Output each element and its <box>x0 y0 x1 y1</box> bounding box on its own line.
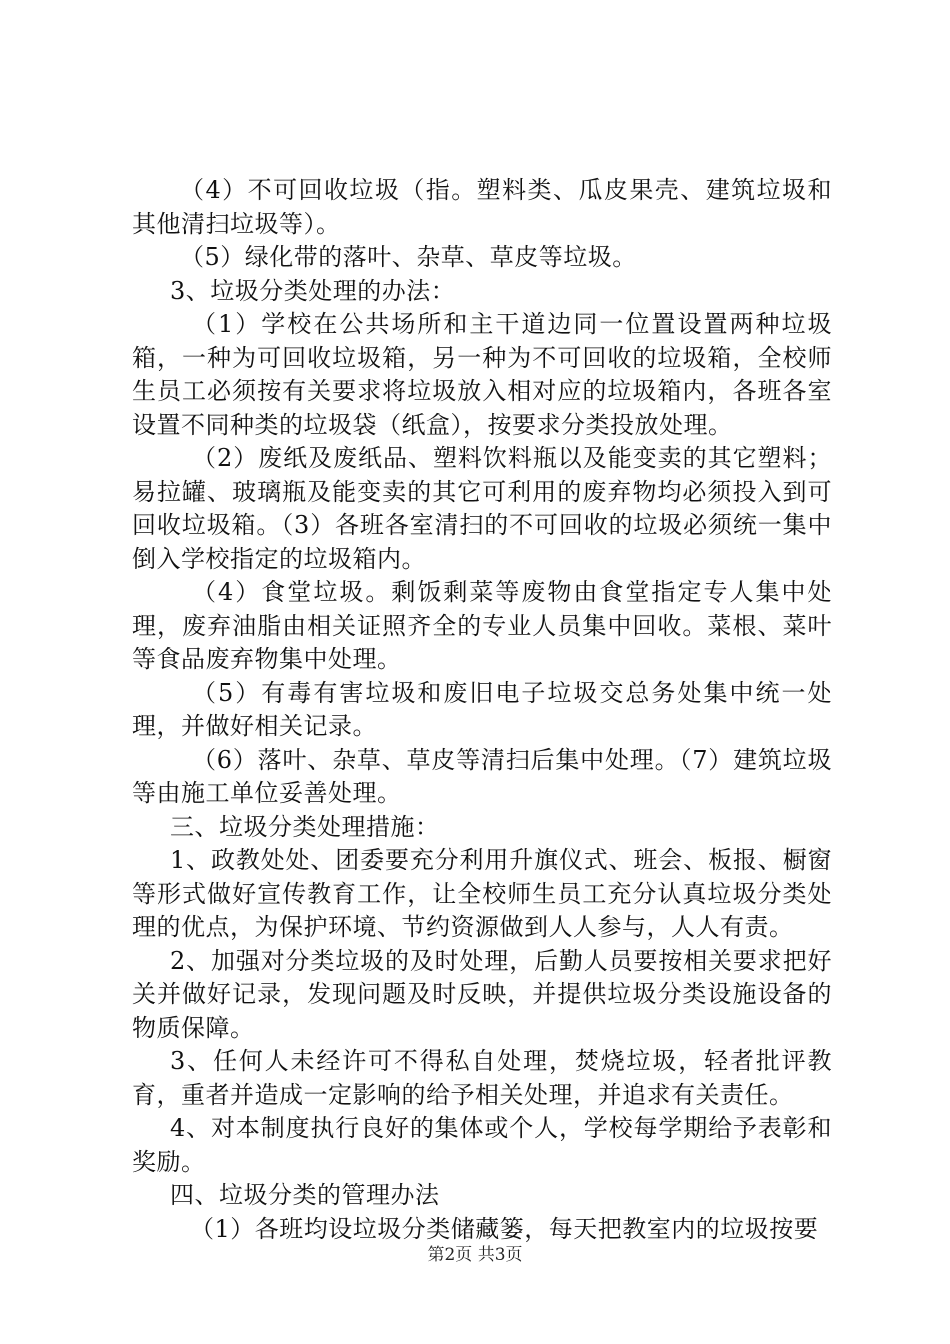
paragraph: 3、垃圾分类处理的办法： <box>170 276 456 305</box>
page-footer: 第2页 共3页 <box>427 1245 523 1265</box>
paragraph: 1、政教处处、团委要充分利用升旗仪式、班会、板报、橱窗等形式做好宣传教育工作，让全校师生员工充分认真垃圾分类处理的优点，为保护环境、节约资源做到人人参与，人人有责。 <box>132 846 832 941</box>
paragraph: （1）各班均设垃圾分类储藏篓，每天把教室内的垃圾按要 <box>190 1214 819 1243</box>
document-body <box>132 174 832 1246</box>
paragraph: （6）落叶、杂草、草皮等清扫后集中处理。（7）建筑垃圾等由施工单位妥善处理。 <box>132 745 832 807</box>
paragraph: （5）绿化带的落叶、杂草、草皮等垃圾。 <box>180 243 637 271</box>
paragraph: 2、加强对分类垃圾的及时处理，后勤人员要按相关要求把好关并做好记录，发现问题及时反映，并提供垃圾分类设施设备的物质保障。 <box>132 946 832 1042</box>
paragraph: 4、对本制度执行良好的集体或个人，学校每学期给予表彰和奖励。 <box>132 1114 832 1176</box>
paragraph: （4）食堂垃圾。剩饭剩菜等废物由食堂指定专人集中处理，废弃油脂由相关证照齐全的专业人员集中回收。菜根、菜叶等食品废弃物集中处理。 <box>132 578 832 673</box>
paragraph: （4）不可回收垃圾（指。塑料类、瓜皮果壳、建筑垃圾和其他清扫垃圾等）。 <box>132 176 832 238</box>
paragraph: （5）有毒有害垃圾和废旧电子垃圾交总务处集中统一处理，并做好相关记录。 <box>132 678 832 740</box>
section-heading: 三、垃圾分类处理措施： <box>170 812 440 841</box>
paragraph: （1）学校在公共场所和主干道边同一位置设置两种垃圾箱，一种为可回收垃圾箱，另一种为不可回收的垃圾箱，全校师生员工必须按有关要求将垃圾放入相对应的垃圾箱内，各班各室设置不同种类的垃圾袋（纸盒），按要求分类投放处理。 <box>132 310 832 439</box>
section-heading: 四、垃圾分类的管理办法 <box>170 1181 440 1209</box>
paragraph: 3、任何人未经许可不得私自处理，焚烧垃圾，轻者批评教育，重者并造成一定影响的给予相关处理，并追求有关责任。 <box>132 1047 832 1109</box>
paragraph: （2）废纸及废纸品、塑料饮料瓶以及能变卖的其它塑料；易拉罐、玻璃瓶及能变卖的其它可利用的废弃物均必须投入到可回收垃圾箱。（3）各班各室清扫的不可回收的垃圾必须统一集中倒入学校指定的垃圾箱内。 <box>132 444 832 573</box>
